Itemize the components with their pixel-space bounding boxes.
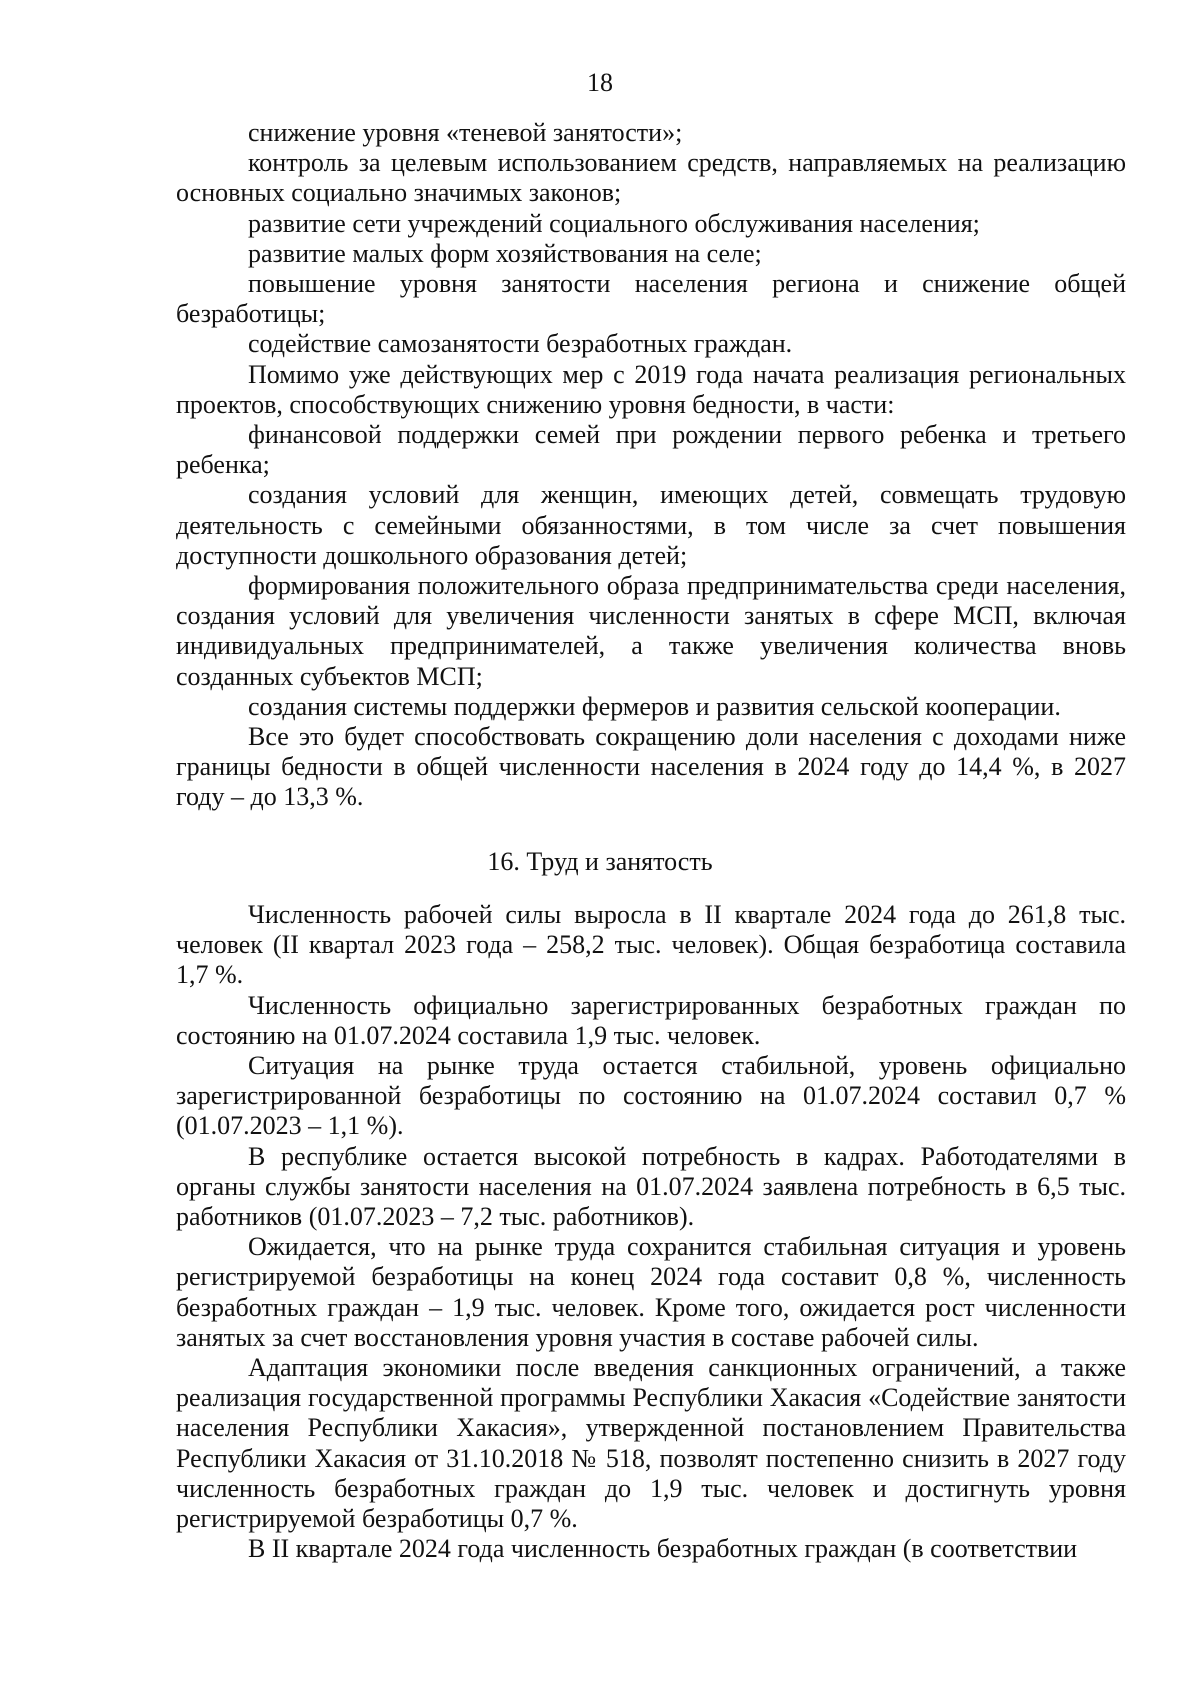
paragraph: Помимо уже действующих мер с 2019 года начата реализация региональных проектов, способствующих снижению уровня бедности, в части: [176,359,1126,419]
paragraph: контроль за целевым использованием средств, направляемых на реализацию основных социально значимых законов; [176,148,1126,208]
section-heading: 16. Труд и занятость [487,847,713,876]
paragraph: Адаптация экономики после введения санкционных ограничений, а также реализация государственной программы Республики Хакасия «Содействие занятости населения Республики Хакасия», утвержденной постановлением Правительства Республики Хакасия от 31.10.2018 № 518, позволят постепенно снизить в 2027 году численность безработных граждан до 1,9 тыс. человек и достигнуть уровня регистрируемой безработицы 0,7 %. [176,1353,1126,1534]
paragraph: Ожидается, что на рынке труда сохранится стабильная ситуация и уровень регистрируемой безработицы на конец 2024 года составит 0,8 %, численность безработных граждан – 1,9 тыс. человек. Кроме того, ожидается рост численности занятых за счет восстановления уровня участия в составе рабочей силы. [176,1232,1126,1352]
top-text-block [176,118,1126,813]
paragraph: Численность рабочей силы выросла в II квартале 2024 года до 261,8 тыс. человек (II квартал 2023 года – 258,2 тыс. человек). Общая безработица составила 1,7 %. [176,900,1126,990]
paragraph: создания условий для женщин, имеющих детей, совмещать трудовую деятельность с семейными обязанностями, в том числе за счет повышения доступности дошкольного образования детей; [176,480,1126,570]
paragraph: развитие малых форм хозяйствования на селе; [248,238,762,268]
paragraph: Численность официально зарегистрированных безработных граждан по состоянию на 01.07.2024 составила 1,9 тыс. человек. [176,990,1126,1050]
paragraph: содействие самозанятости безработных граждан. [248,329,793,359]
paragraph: создания системы поддержки фермеров и развития сельской кооперации. [248,691,1061,721]
paragraph: финансовой поддержки семей при рождении первого ребенка и третьего ребенка; [176,420,1126,480]
paragraph: Ситуация на рынке труда остается стабильной, уровень официально зарегистрированной безработицы по состоянию на 01.07.2024 составил 0,7 % (01.07.2023 – 1,1 %). [176,1051,1126,1141]
paragraph: Все это будет способствовать сокращению доли населения с доходами ниже границы бедности в общей численности населения в 2024 году до 14,4 %, в 2027 году – до 13,3 %. [176,722,1126,812]
paragraph: В республике остается высокой потребность в кадрах. Работодателями в органы службы занятости населения на 01.07.2024 заявлена потребность в 6,5 тыс. работников (01.07.2023 – 7,2 тыс. работников). [176,1141,1126,1232]
paragraph: снижение уровня «теневой занятости»; [248,118,683,147]
paragraph: повышение уровня занятости населения региона и снижение общей безработицы; [176,269,1126,329]
page-number: 18 [587,68,613,97]
paragraph: формирования положительного образа предпринимательства среди населения, создания условий для увеличения численности занятых в сфере МСП, включая индивидуальных предпринимателей, а также увеличения количества вновь созданных субъектов МСП; [176,571,1126,691]
bottom-text-block [176,900,1126,1564]
paragraph: В II квартале 2024 года численность безработных граждан (в соответствии [248,1534,1078,1564]
paragraph: развитие сети учреждений социального обслуживания населения; [248,208,980,238]
